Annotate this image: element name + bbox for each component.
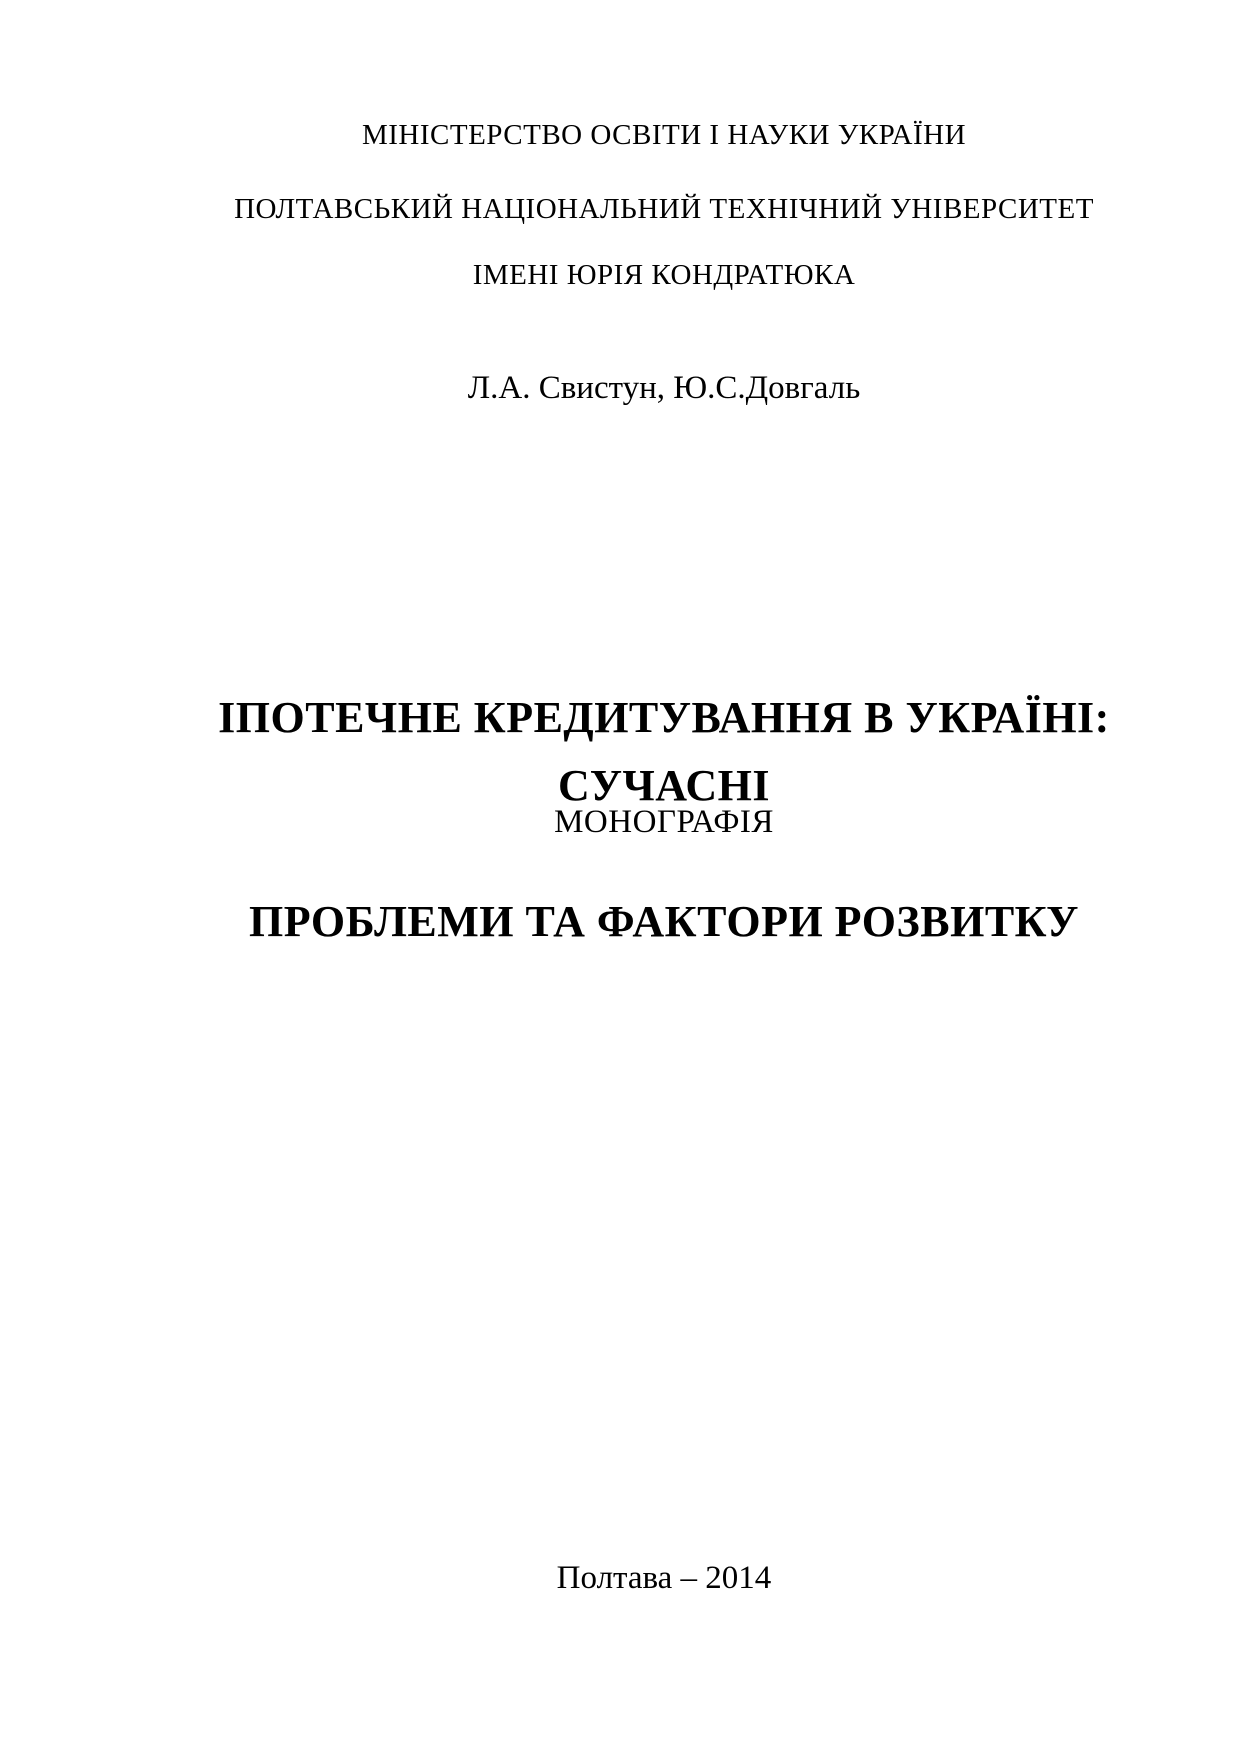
book-title-line-1: ІПОТЕЧНЕ КРЕДИТУВАННЯ В УКРАЇНІ: СУЧАСНІ	[218, 693, 1110, 810]
authors-line: Л.А. Свистун, Ю.С.Довгаль	[467, 370, 861, 406]
university-name-line-1: ПОЛТАВСЬКИЙ НАЦІОНАЛЬНИЙ ТЕХНІЧНИЙ УНІВЕРСИТЕТ	[234, 193, 1094, 225]
university-name-line-2: ІМЕНІ ЮРІЯ КОНДРАТЮКА	[472, 259, 856, 291]
book-title-line-2: ПРОБЛЕМИ ТА ФАКТОРИ РОЗВИТКУ	[249, 897, 1079, 946]
imprint-city-year: Полтава – 2014	[556, 1560, 772, 1596]
university-name-block	[177, 160, 1151, 325]
ministry-line: МІНІСТЕРСТВО ОСВІТИ І НАУКИ УКРАЇНИ	[361, 119, 967, 151]
publication-type-label: МОНОГРАФІЯ	[554, 804, 774, 840]
